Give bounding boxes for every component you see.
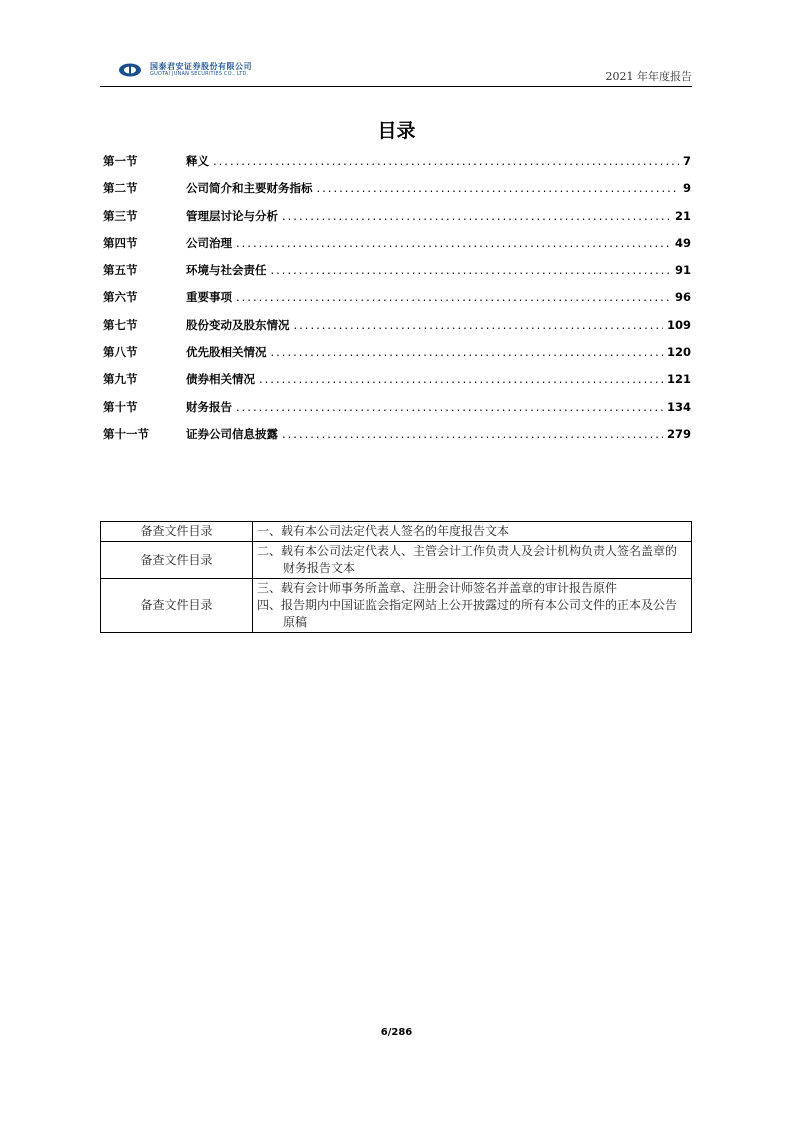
toc-leader-dots <box>282 209 671 223</box>
toc-entry[interactable] <box>103 235 691 262</box>
toc-section-label: 第二节 <box>103 181 138 196</box>
toc-section-title: 公司治理 <box>186 235 232 250</box>
row-label: 备查文件目录 <box>101 579 253 633</box>
toc-section-label: 第七节 <box>103 317 138 332</box>
toc-section-title: 优先股相关情况 <box>186 345 267 360</box>
toc-section-label: 第五节 <box>103 263 138 278</box>
toc-section-title: 环境与社会责任 <box>186 263 267 278</box>
toc-leader-dots <box>213 154 679 168</box>
toc-entry[interactable] <box>103 399 691 426</box>
toc-leader-dots <box>236 236 671 250</box>
toc-leader-dots <box>271 263 671 277</box>
toc-entry[interactable] <box>103 262 691 289</box>
toc-page-number: 120 <box>666 345 691 360</box>
reference-files-table <box>100 521 692 633</box>
toc-section-title: 释义 <box>186 154 209 168</box>
document-item: 四、报告期内中国证监会指定网站上公开披露过的所有本公司文件的正本及公告原稿 <box>257 598 678 629</box>
toc-heading: 目录 <box>377 120 416 142</box>
toc-section-label: 第八节 <box>103 345 138 360</box>
row-label: 备查文件目录 <box>101 522 253 542</box>
toc-entry[interactable] <box>103 153 691 180</box>
toc-page-number: 7 <box>682 154 691 168</box>
document-item: 一、载有本公司法定代表人签名的年度报告文本 <box>257 524 510 538</box>
toc-page-number: 96 <box>674 290 691 305</box>
toc-leader-dots <box>282 427 663 441</box>
table-row <box>101 579 692 633</box>
row-content <box>253 579 692 633</box>
toc-leader-dots <box>236 400 663 414</box>
toc-entry[interactable] <box>103 344 691 371</box>
toc-section-title: 公司简介和主要财务指标 <box>186 181 313 196</box>
row-content <box>253 522 692 542</box>
toc-section-label: 第六节 <box>103 290 138 305</box>
toc-page-number: 121 <box>666 372 691 387</box>
page-header <box>100 58 692 87</box>
row-label: 备查文件目录 <box>101 542 253 579</box>
row-content <box>253 542 692 579</box>
toc-entry[interactable] <box>103 317 691 344</box>
toc-section-title: 证券公司信息披露 <box>186 426 278 441</box>
table-row <box>101 522 692 542</box>
logo-emblem-icon <box>118 63 142 77</box>
table-of-contents <box>103 153 691 453</box>
toc-section-label: 第三节 <box>103 208 138 223</box>
toc-section-label: 第一节 <box>103 154 138 168</box>
document-item: 三、载有会计师事务所盖章、注册会计师签名并盖章的审计报告原件 <box>257 581 618 595</box>
toc-page-number: 109 <box>666 317 691 332</box>
toc-entry[interactable] <box>103 426 691 453</box>
toc-section-label: 第十一节 <box>103 426 149 441</box>
toc-page-number: 49 <box>674 235 691 250</box>
toc-section-title: 股份变动及股东情况 <box>186 317 290 332</box>
toc-entry[interactable] <box>103 208 691 235</box>
toc-page-number: 91 <box>674 263 691 278</box>
toc-section-label: 第四节 <box>103 235 138 250</box>
toc-section-title: 财务报告 <box>186 399 232 414</box>
toc-page-number: 134 <box>666 399 691 414</box>
report-title: 2021 年年度报告 <box>605 70 692 83</box>
toc-page-number: 279 <box>666 426 691 441</box>
toc-leader-dots <box>271 345 663 359</box>
toc-section-label: 第十节 <box>103 399 138 414</box>
toc-section-title: 管理层讨论与分析 <box>186 208 278 223</box>
toc-section-title: 债券相关情况 <box>186 372 255 387</box>
toc-leader-dots <box>259 372 663 386</box>
page-number: 6/286 <box>380 1027 413 1038</box>
toc-entry[interactable] <box>103 289 691 316</box>
document-item: 二、载有本公司法定代表人、主管会计工作负责人及会计机构负责人签名盖章的财务报告文本 <box>257 544 678 575</box>
toc-page-number: 9 <box>682 181 691 196</box>
toc-leader-dots <box>236 290 671 304</box>
company-logo <box>118 60 278 80</box>
toc-leader-dots <box>294 318 663 332</box>
toc-entry[interactable] <box>103 371 691 398</box>
toc-leader-dots <box>317 181 679 195</box>
toc-section-label: 第九节 <box>103 372 138 387</box>
logo-english-name: GUOTAI JUNAN SECURITIES CO., LTD. <box>150 71 249 77</box>
table-row <box>101 542 692 579</box>
toc-section-title: 重要事项 <box>186 290 232 305</box>
toc-page-number: 21 <box>674 208 691 223</box>
logo-chinese-name: 国泰君安证券股份有限公司 <box>150 62 252 71</box>
toc-entry[interactable] <box>103 180 691 207</box>
